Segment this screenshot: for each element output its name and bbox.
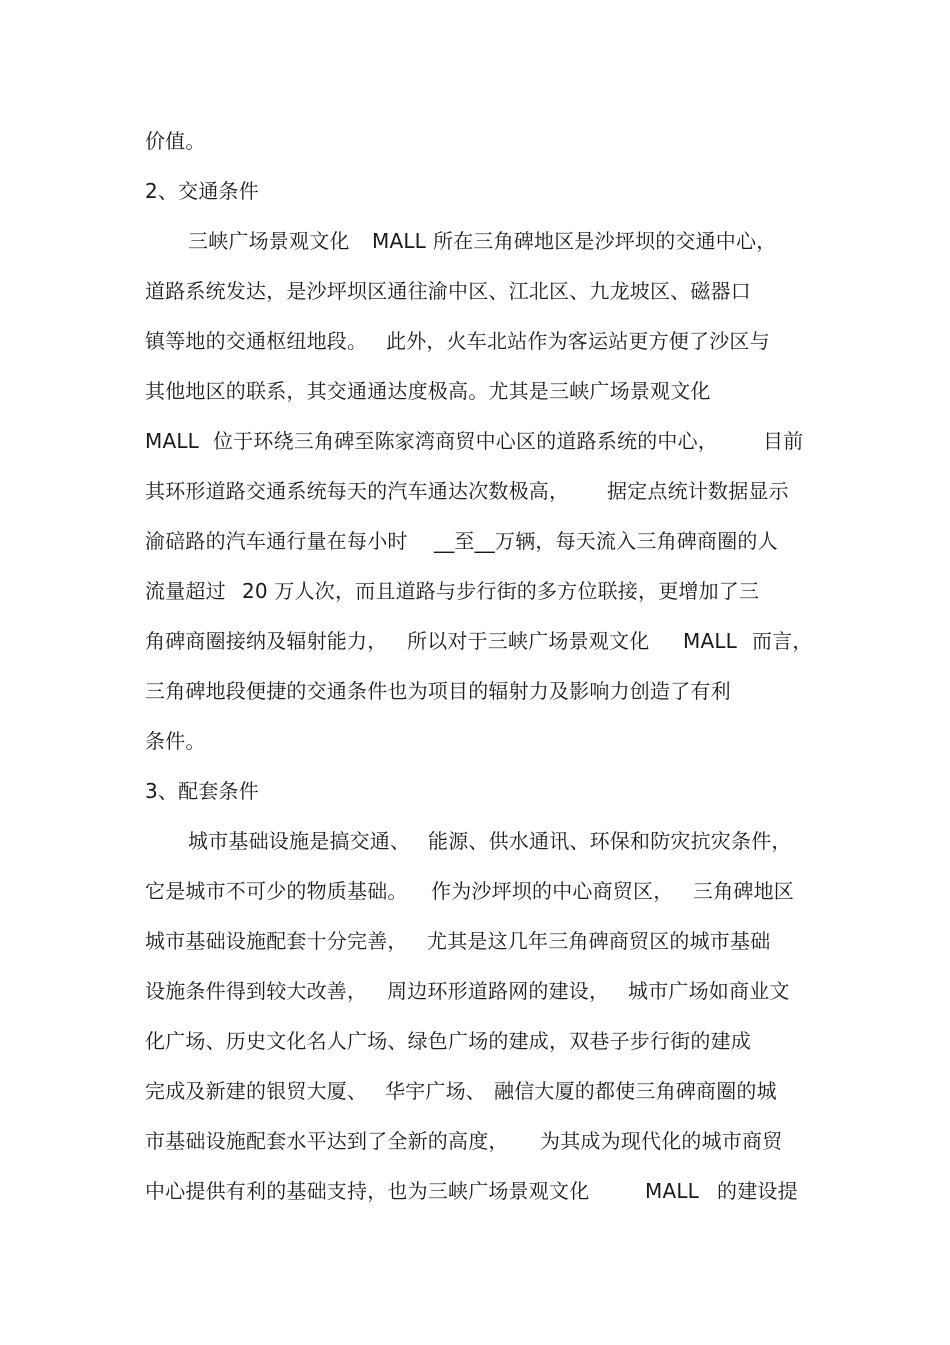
text-segment: 市基础设施配套水平达到了全新的高度， (145, 1129, 509, 1153)
text-line (0, 878, 950, 928)
text-segment: 融信大厦的都使三角碑商圈的城 (494, 1079, 777, 1103)
text-segment: 条件。 (145, 729, 206, 753)
text-segment: 设施条件得到较大改善， (145, 979, 368, 1003)
text-segment: 作为沙坪坝的中心商贸区， (431, 879, 674, 903)
text-segment: 位于环绕三角碑至陈家湾商贸中心区的道路系统的中心， (213, 429, 718, 453)
text-segment: 角碑商圈接纳及辐射能力， (145, 629, 388, 653)
text-line (0, 228, 950, 278)
heading-text: 3、配套条件 (145, 779, 259, 803)
text-segment: 城市基础设施是搞交通、 (188, 829, 411, 853)
text-line (0, 528, 950, 578)
text-segment: 尤其是这几年三角碑商贸区的城市基础 (427, 929, 771, 953)
text-line (0, 1178, 950, 1228)
text-segment: 而言， (752, 629, 813, 653)
text-segment: 据定点统计数据显示 (607, 479, 789, 503)
section-heading (0, 778, 950, 828)
text-segment: 周边环形道路网的建设， (387, 979, 610, 1003)
text-line (0, 478, 950, 528)
text-line (0, 1128, 950, 1178)
section-heading (0, 178, 950, 228)
text-segment: 渝碚路的汽车通行量在每小时 (145, 529, 408, 553)
text-segment: 镇等地的交通枢纽地段。 (145, 329, 368, 353)
text-segment: 此外，火车北站作为客运站更方便了沙区与 (386, 329, 770, 353)
text-segment: MALL (683, 629, 738, 653)
text-segment: 价值。 (145, 129, 206, 153)
heading-text: 2、交通条件 (145, 179, 259, 203)
text-segment: 三峡广场景观文化 (188, 229, 350, 253)
text-segment: 城市基础设施配套十分完善， (145, 929, 408, 953)
text-segment: 三角碑地段便捷的交通条件也为项目的辐射力及影响力创造了有利 (145, 679, 731, 703)
text-segment: 的建设提 (717, 1179, 798, 1203)
text-segment: 所在三角碑地区是沙坪坝的交通中心， (433, 229, 777, 253)
text-line (0, 128, 950, 178)
text-segment: 三角碑地区 (693, 879, 794, 903)
text-segment: 华宇广场、 (385, 1079, 486, 1103)
text-segment: 中心提供有利的基础支持，也为三峡广场景观文化 (145, 1179, 590, 1203)
text-segment: 它是城市不可少的物质基础。 (145, 879, 408, 903)
text-segment: __至__万辆，每天流入三角碑商圈的人 (434, 529, 778, 553)
text-line (0, 578, 950, 628)
text-line (0, 278, 950, 328)
text-line (0, 928, 950, 978)
text-segment: 其他地区的联系，其交通通达度极高。尤其是三峡广场景观文化 (145, 379, 711, 403)
text-segment: 流量超过 (145, 579, 226, 603)
text-line (0, 628, 950, 678)
text-segment: 城市广场如商业文 (628, 979, 790, 1003)
text-line (0, 728, 950, 778)
text-segment: 目前 (763, 429, 804, 453)
text-line (0, 378, 950, 428)
text-segment: 能源、供水通讯、环保和防灾抗灾条件， (428, 829, 792, 853)
text-line (0, 428, 950, 478)
text-segment: 20 万人次，而且道路与步行街的多方位联接，更增加了三 (242, 579, 760, 603)
text-segment: 为其成为现代化的城市商贸 (540, 1129, 783, 1153)
text-line (0, 1078, 950, 1128)
text-line (0, 828, 950, 878)
text-segment: 化广场、历史文化名人广场、绿色广场的建成，双巷子步行街的建成 (145, 1029, 751, 1053)
text-line (0, 1028, 950, 1078)
text-line (0, 678, 950, 728)
text-segment: 完成及新建的银贸大厦、 (145, 1079, 368, 1103)
text-line (0, 328, 950, 378)
text-segment: 所以对于三峡广场景观文化 (407, 629, 650, 653)
text-segment: MALL (645, 1179, 700, 1203)
text-segment: 道路系统发达，是沙坪坝区通往渝中区、江北区、九龙坡区、磁器口 (145, 279, 751, 303)
text-line (0, 978, 950, 1028)
text-segment: 其环形道路交通系统每天的汽车通达次数极高， (145, 479, 570, 503)
text-segment: MALL (372, 229, 427, 253)
text-segment: MALL (145, 429, 200, 453)
